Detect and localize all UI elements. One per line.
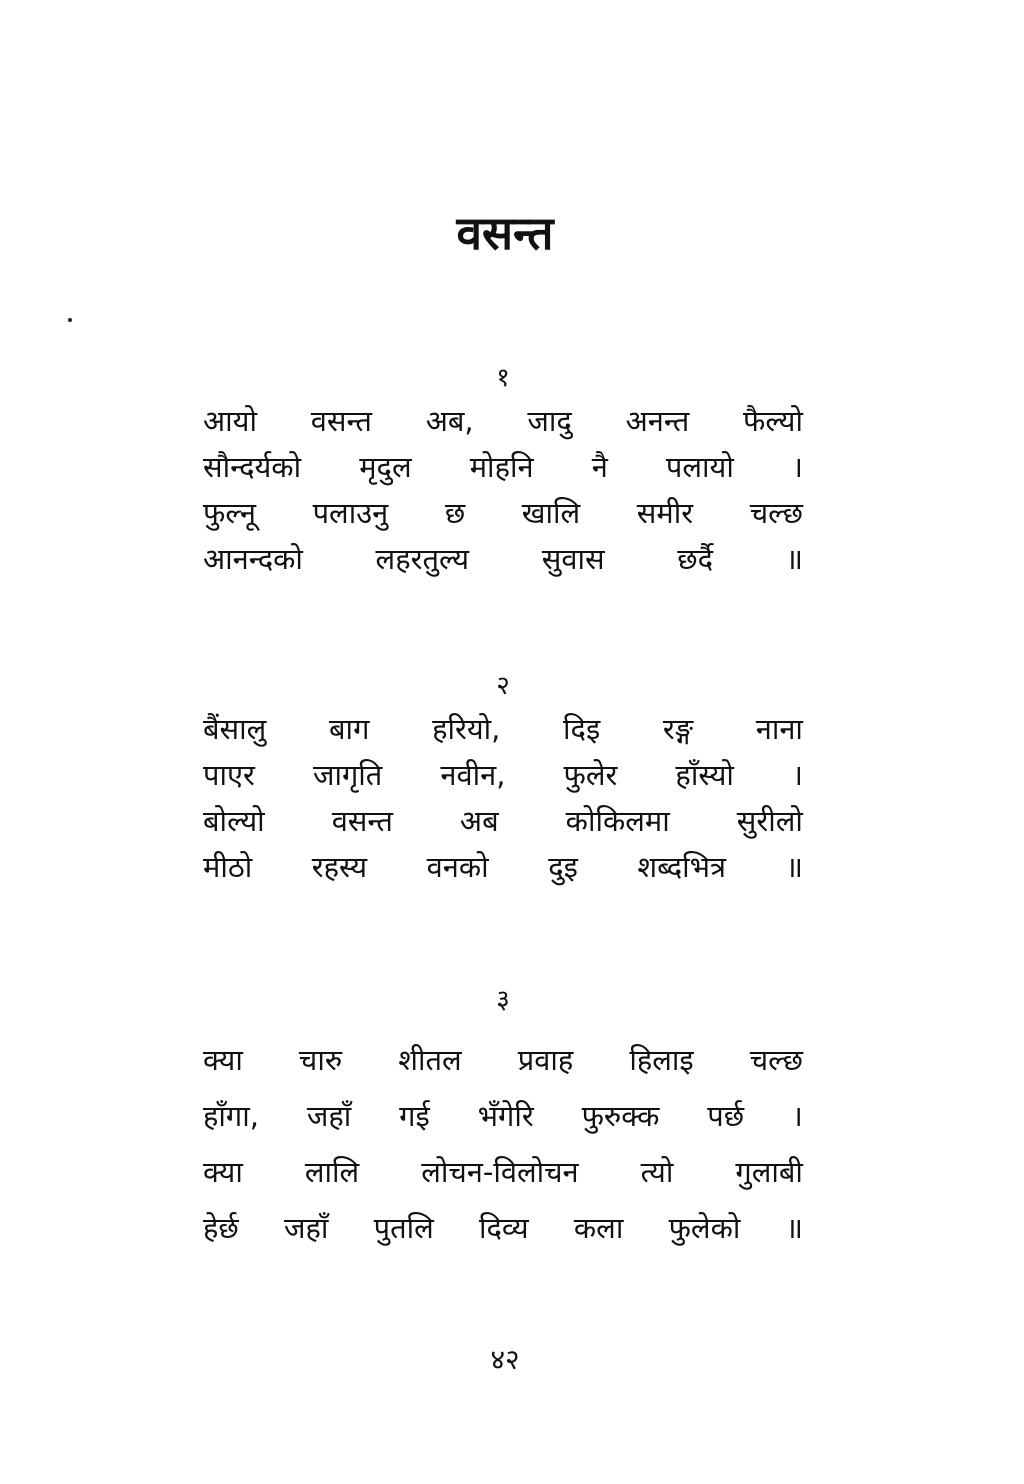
poem-word: पर्छ <box>707 1099 745 1133</box>
poem-word: वसन्त <box>331 804 393 838</box>
poem-word: पलायो <box>665 450 734 484</box>
poem-word: हिलाइ <box>629 1043 694 1077</box>
poem-word: दुइ <box>548 850 578 884</box>
poem-word: चारु <box>298 1043 343 1077</box>
stanza-number: ३ <box>496 985 510 1015</box>
poem-line <box>203 706 803 752</box>
poem-line <box>203 398 803 444</box>
poem-word: सौन्दर्यको <box>203 450 302 484</box>
poem-word: सुरीलो <box>736 804 803 838</box>
poem-word: हेर्छ <box>203 1211 239 1245</box>
poem-line <box>203 536 803 582</box>
poem-title: वसन्त <box>456 206 554 260</box>
poem-word: अनन्त <box>625 404 690 438</box>
poem-word: नवीन, <box>440 758 506 792</box>
poem-word: ॥ <box>785 1211 803 1245</box>
poem-word: नाना <box>755 712 803 746</box>
stanza-lines <box>203 706 803 890</box>
poem-word: छर्दै <box>677 542 713 576</box>
poem-word: फैल्यो <box>743 404 803 438</box>
poem-word: पाएर <box>203 758 255 792</box>
poem-word: हाँस्यो <box>675 758 734 792</box>
poem-word: खालि <box>521 496 581 530</box>
poem-word: आयो <box>203 404 257 438</box>
poem-word: हाँगा, <box>203 1099 259 1133</box>
poem-word: फुलेको <box>668 1211 741 1245</box>
poem-line <box>203 1144 803 1200</box>
poem-word: भँगेरि <box>477 1099 534 1133</box>
stanza-number: २ <box>496 671 510 701</box>
poem-word: अब, <box>425 404 474 438</box>
poem-word: । <box>792 758 803 792</box>
poem-word: प्रवाह <box>517 1043 574 1077</box>
poem-line <box>203 798 803 844</box>
poem-word: समीर <box>636 496 694 530</box>
poem-word: । <box>791 1099 803 1133</box>
stanza-lines <box>203 1032 803 1256</box>
poem-line <box>203 1200 803 1256</box>
poem-word: जादु <box>527 404 572 438</box>
poem-word: वसन्त <box>310 404 372 438</box>
poem-word: बोल्यो <box>203 804 265 838</box>
poem-word: जहाँ <box>283 1211 329 1245</box>
poem-word: । <box>792 450 803 484</box>
poem-word: रङ्ग <box>662 712 694 746</box>
poem-word: फुलेर <box>563 758 618 792</box>
poem-word: रहस्य <box>311 850 368 884</box>
poem-line <box>203 752 803 798</box>
poem-word: दिव्य <box>479 1211 529 1245</box>
poem-word: लहरतुल्य <box>375 542 470 576</box>
stanza-1 <box>203 358 803 582</box>
poem-word: गुलाबी <box>735 1155 803 1189</box>
poem-word: जागृति <box>312 758 383 792</box>
poem-word: चल्छ <box>749 496 803 530</box>
poem-word: फुरुक्क <box>581 1099 660 1133</box>
poem-word: शीतल <box>398 1043 462 1077</box>
page-number: ४२ <box>490 1343 520 1376</box>
poem-word: छ <box>444 496 466 530</box>
poem-word: जहाँ <box>306 1099 352 1133</box>
poem-word: सुवास <box>541 542 605 576</box>
stanza-2 <box>203 666 803 890</box>
poem-word: बाग <box>329 712 370 746</box>
poem-word: ॥ <box>785 542 803 576</box>
poem-word: क्या <box>203 1155 243 1189</box>
poem-line <box>203 844 803 890</box>
poem-word: वनको <box>426 850 489 884</box>
poem-word: लालि <box>304 1155 360 1189</box>
poem-word: चल्छ <box>749 1043 803 1077</box>
poem-word: क्या <box>203 1043 243 1077</box>
poem-line <box>203 444 803 490</box>
poem-line <box>203 1088 803 1144</box>
stanza-3 <box>203 980 803 1256</box>
poem-word: मीठो <box>203 850 253 884</box>
poem-word: बैंसालु <box>203 712 267 746</box>
poem-word: कला <box>573 1211 624 1245</box>
stanza-number: १ <box>496 363 510 393</box>
poem-word: अब <box>459 804 499 838</box>
poem-word: हरियो, <box>432 712 501 746</box>
poem-word: पुतलि <box>373 1211 434 1245</box>
poem-word: मृदुल <box>359 450 412 484</box>
poem-word: कोकिलमा <box>565 804 670 838</box>
poem-word: गई <box>399 1099 430 1133</box>
print-speck <box>68 318 72 322</box>
poem-line <box>203 1032 803 1088</box>
poem-word: लोचन-विलोचन <box>421 1155 579 1189</box>
poem-word: दिइ <box>563 712 601 746</box>
poem-word: शब्दभित्र <box>637 850 727 884</box>
poem-word: त्यो <box>640 1155 674 1189</box>
poem-word: आनन्दको <box>203 542 303 576</box>
poem-word: मोहनि <box>469 450 534 484</box>
stanza-lines <box>203 398 803 582</box>
poem-word: फुल्नू <box>203 496 256 530</box>
poem-word: ॥ <box>785 850 803 884</box>
poem-word: पलाउनु <box>312 496 389 530</box>
poem-word: नै <box>591 450 608 484</box>
poem-line <box>203 490 803 536</box>
